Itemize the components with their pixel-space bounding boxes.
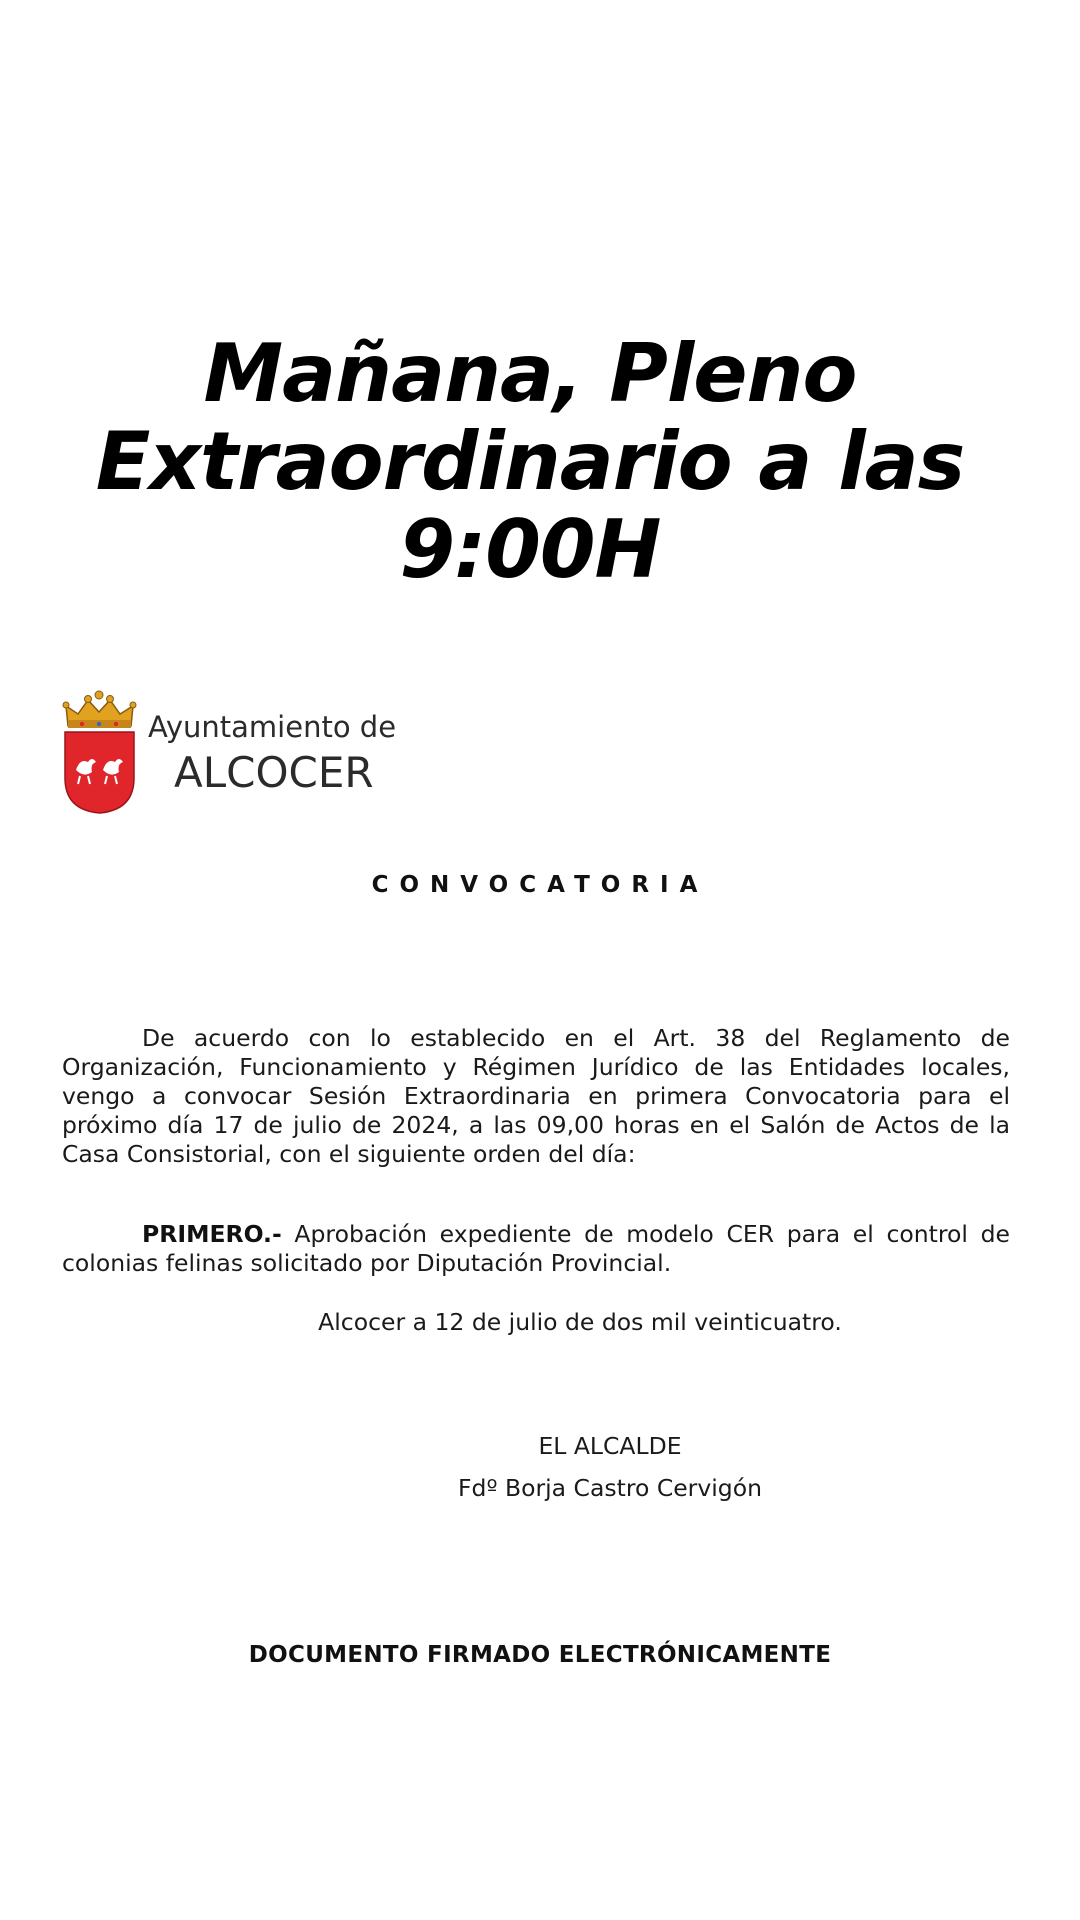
headline-line-2: Extraordinario a las: [95, 415, 965, 508]
headline-line-1: Mañana, Pleno: [203, 327, 857, 420]
signer-title: EL ALCALDE: [538, 1432, 682, 1460]
date-line: Alcocer a 12 de julio de dos mil veinticuatro.: [318, 1308, 842, 1336]
signed-notice: DOCUMENTO FIRMADO ELECTRÓNICAMENTE: [248, 1642, 832, 1668]
body-paragraph: De acuerdo con lo establecido en el Art. 38 del Reglamento de Organización, Funcionamiento y Régimen Jurídico de las Entidades locales, vengo a convocar Sesión Extraordinaria en primera Convocatoria para el próximo día 17 de julio de 2024, a las 09,00 horas en el Salón de Actos de la Casa Consistorial, con el siguiente orden del día:: [62, 1023, 1010, 1168]
agenda-item-text: Aprobación expediente de modelo CER para el control de colonias felinas solicitado por Diputación Provincial.: [62, 1219, 1010, 1277]
headline-line-3: 9:00H: [399, 503, 661, 596]
agenda-item: [62, 1220, 1010, 1278]
logo-text-ayuntamiento: Ayuntamiento de: [148, 710, 397, 744]
headline: [60, 327, 1000, 596]
signer-name: Fdº Borja Castro Cervigón: [458, 1474, 762, 1502]
document-title: CONVOCATORIA: [371, 872, 709, 898]
ayuntamiento-logo: [62, 690, 442, 815]
coat-of-arms-icon: [62, 690, 137, 815]
agenda-item-label: PRIMERO.-: [142, 1219, 282, 1248]
logo-text-town: ALCOCER: [174, 748, 374, 797]
